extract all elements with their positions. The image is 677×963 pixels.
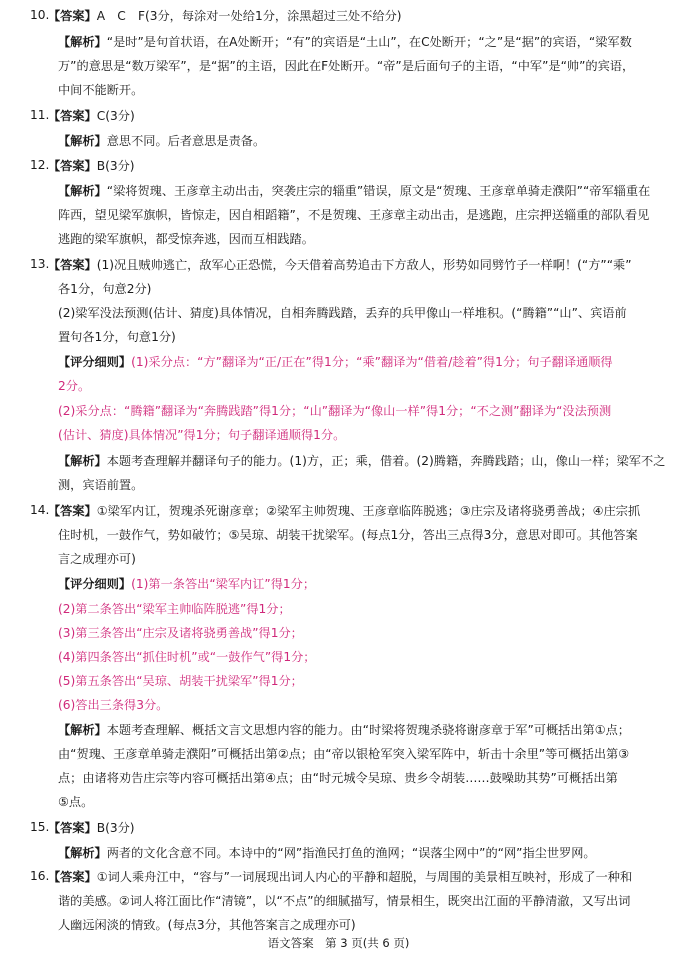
line-text: 逃跑的梁军旗帜，都受惊奔逃，因而互相践踏。 (58, 232, 314, 246)
text-line (58, 183, 666, 201)
section-tag: 【解析】 (58, 846, 107, 860)
line-text: 万”的意思是“数万梁军”，是“据”的主语，因此在F处断开。“帝”是后面句子的主语，“中军”是“帅”的宾语， (58, 59, 635, 73)
line-text: 住时机，一鼓作气，势如破竹；⑤吴琼、胡装干扰梁军。(每点1分，答出三点得3分，意思对即可。其他答案 (58, 528, 638, 542)
line-text: 测，宾语前置。 (58, 478, 144, 492)
text-line (58, 770, 666, 788)
text-line (58, 673, 666, 691)
line-text: 置句各1分，句意1分) (58, 330, 176, 344)
line-text: (4)第四条答出“抓住时机”或“一鼓作气”得1分； (58, 650, 316, 664)
section-tag: 【答案】 (48, 159, 97, 173)
line-text: (2)梁军没法预测(估计、猜度)具体情况，自相奔腾践踏，丢弃的兵甲像山一样堆积。(“腾籍”“山”、宾语前 (58, 306, 627, 320)
text-line (58, 917, 666, 935)
text-line (58, 576, 666, 594)
text-line (58, 207, 666, 225)
line-text: (2)第二条答出“梁军主帅临阵脱逃”得1分； (58, 602, 291, 616)
line-text: C(3分) (96, 109, 135, 123)
text-line (58, 551, 666, 569)
line-text: 阵西，望见梁军旗帜，皆惊走，因自相蹈籍”，不是贺瑰、王彦章主动出击，是逃跑，庄宗押送辎重的部队看见 (58, 208, 650, 222)
text-line (58, 403, 666, 421)
text-line (48, 257, 656, 275)
line-text: (5)第五条答出“吴琼、胡装干扰梁军”得1分； (58, 674, 303, 688)
section-tag: 【解析】 (58, 454, 107, 468)
section-tag: 【评分细则】 (58, 577, 132, 591)
line-text: (1)况且贼帅逃亡，敌军心正恐慌，今天借着高势追击下方敌人，形势如同劈竹子一样啊！(“方”“乘” (96, 258, 632, 272)
text-line (58, 329, 666, 347)
text-line (48, 8, 656, 26)
text-line (58, 58, 666, 76)
question-number: 11. (30, 108, 50, 122)
section-tag: 【答案】 (48, 821, 97, 835)
line-text: B(3分) (96, 159, 135, 173)
line-text: (3)第三条答出“庄宗及诸将骁勇善战”得1分； (58, 626, 303, 640)
line-text: 本题考查理解并翻译句子的能力。(1)方，正；乘，借着。(2)腾籍，奔腾践踏；山，像山一样；梁军不之 (106, 454, 666, 468)
section-tag: 【评分细则】 (58, 355, 132, 369)
line-text: A C F(3分，每涂对一处给1分，涂黑超过三处不给分) (96, 9, 402, 23)
line-text: “梁将贺瑰、王彦章主动出击，突袭庄宗的辎重”错误，原文是“贺瑰、王彦章单骑走濮阳”“帝军辎重在 (106, 184, 651, 198)
text-line (58, 794, 666, 812)
line-text: (1)第一条答出“梁军内讧”得1分； (131, 577, 316, 591)
text-line (58, 305, 666, 323)
text-line (48, 503, 656, 521)
text-line (58, 378, 666, 396)
text-line (48, 108, 656, 126)
text-line (58, 746, 666, 764)
text-line (48, 158, 656, 176)
line-text: ①梁军内讧，贺瑰杀死谢彦章；②梁军主帅贺瑰、王彦章临阵脱逃；③庄宗及诸将骁勇善战；④庄宗抓 (96, 504, 641, 518)
question-number: 10. (30, 8, 50, 22)
text-line (58, 601, 666, 619)
question-number: 15. (30, 820, 50, 834)
text-line (58, 625, 666, 643)
text-line (48, 820, 656, 838)
line-text: 谐的美感。②词人将江面比作“清镜”，以“不点”的细腻描写，情景相生，既突出江面的平静清澈，又写出词 (58, 894, 631, 908)
line-text: ⑤点。 (58, 795, 94, 809)
line-text: “是时”是句首状语，在A处断开；“有”的宾语是“土山”，在C处断开；“之”是“据”的宾语，“梁军数 (106, 35, 632, 49)
line-text: 各1分，句意2分) (58, 282, 152, 296)
line-text: (估计、猜度)具体情况”得1分；句子翻译通顺得1分。 (58, 428, 346, 442)
section-tag: 【答案】 (48, 258, 97, 272)
line-text: 中间不能断开。 (58, 83, 144, 97)
line-text: 由“贺瑰、王彦章单骑走濮阳”可概括出第②点；由“帝以银枪军突入梁军阵中，斩击十余里”等可概括出第③ (58, 747, 630, 761)
text-line (58, 845, 666, 863)
question-number: 12. (30, 158, 50, 172)
line-text: 意思不同。后者意思是责备。 (106, 134, 266, 148)
text-line (58, 133, 666, 151)
question-number: 14. (30, 503, 50, 517)
section-tag: 【答案】 (48, 109, 97, 123)
text-line (48, 869, 656, 887)
text-line (58, 527, 666, 545)
section-tag: 【答案】 (48, 9, 97, 23)
line-text: 人幽远闲淡的情致。(每点3分，其他答案言之成理亦可) (58, 918, 356, 932)
text-line (58, 453, 666, 471)
text-line (58, 477, 666, 495)
text-line (58, 649, 666, 667)
text-line (58, 82, 666, 100)
section-tag: 【解析】 (58, 723, 107, 737)
text-line (58, 427, 666, 445)
line-text: 言之成理亦可) (58, 552, 136, 566)
line-text: 点；由诸将劝告庄宗等内容可概括出第④点；由“时元城令吴琼、贵乡令胡装……鼓噪助其势”可概括出第 (58, 771, 618, 785)
line-text: (1)采分点：“方”翻译为“正/正在”得1分；“乘”翻译为“借着/趁着”得1分；句子翻译通顺得 (131, 355, 613, 369)
line-text: (2)采分点：“腾籍”翻译为“奔腾践踏”得1分；“山”翻译为“像山一样”得1分；“不之测”翻译为“没法预测 (58, 404, 612, 418)
line-text: ①词人乘舟江中，“容与”一词展现出词人内心的平静和超脱，与周围的美景相互映衬，形成了一种和 (96, 870, 633, 884)
line-text: B(3分) (96, 821, 135, 835)
text-line (58, 34, 666, 52)
text-line (58, 893, 666, 911)
line-text: 2分。 (58, 379, 91, 393)
question-number: 13. (30, 257, 50, 271)
section-tag: 【解析】 (58, 35, 107, 49)
text-line (58, 697, 666, 715)
text-line (58, 231, 666, 249)
question-number: 16. (30, 869, 50, 883)
text-line (58, 722, 666, 740)
section-tag: 【解析】 (58, 184, 107, 198)
section-tag: 【答案】 (48, 870, 97, 884)
section-tag: 【解析】 (58, 134, 107, 148)
line-text: 两者的文化含意不同。本诗中的“网”指渔民打鱼的渔网；“误落尘网中”的“网”指尘世罗网。 (106, 846, 596, 860)
line-text: 本题考查理解、概括文言文思想内容的能力。由“时梁将贺瑰杀骁将谢彦章于军”可概括出第①点； (106, 723, 630, 737)
text-line (58, 281, 666, 299)
page-footer: 语文答案 第 3 页(共 6 页) (267, 936, 410, 950)
line-text: (6)答出三条得3分。 (58, 698, 169, 712)
section-tag: 【答案】 (48, 504, 97, 518)
text-line (58, 354, 666, 372)
